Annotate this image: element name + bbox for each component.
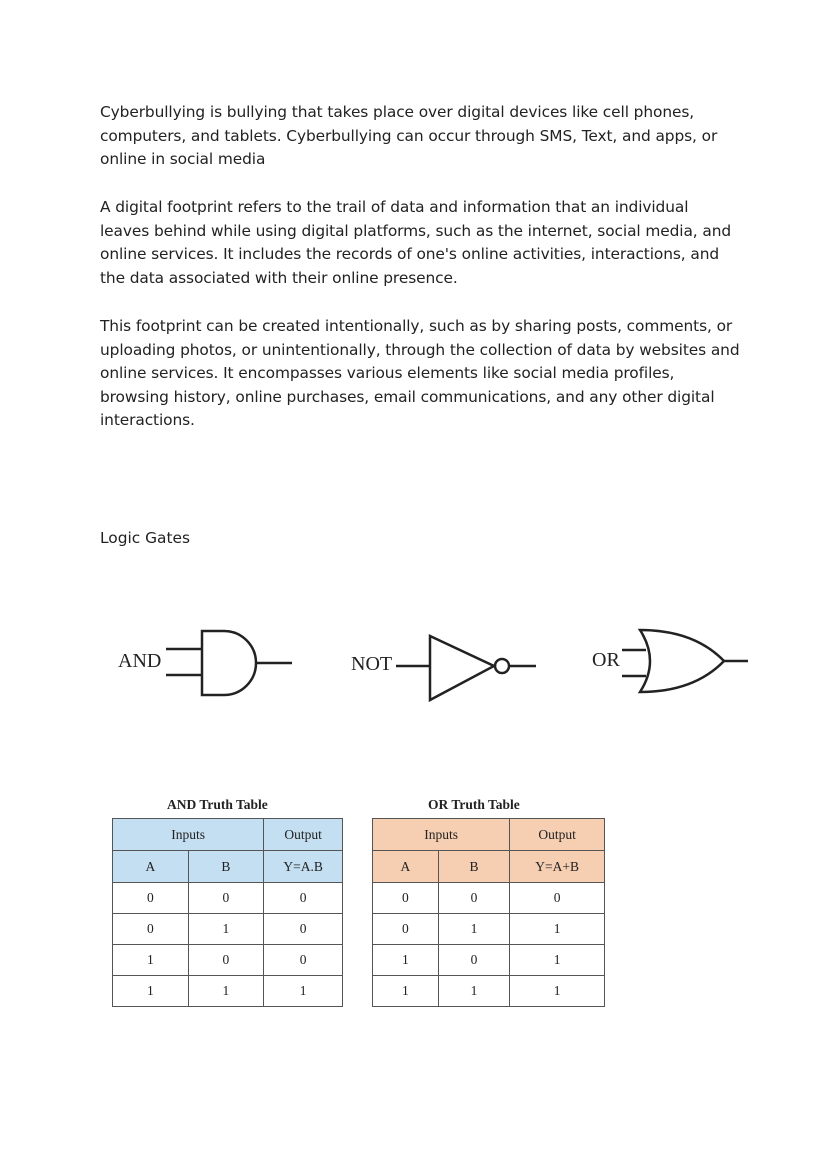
table-row (113, 976, 343, 1007)
and-gate-icon (166, 623, 296, 703)
and-output-header: Output (264, 819, 343, 851)
digital-footprint-prefix: A (100, 198, 116, 216)
table-cell: 0 (438, 945, 510, 976)
table-cell: 0 (373, 883, 439, 914)
table-row (373, 914, 605, 945)
table-cell: 1 (510, 945, 605, 976)
and-inputs-header: Inputs (113, 819, 264, 851)
or-col-a-header: A (373, 851, 439, 883)
and-column-header-row (113, 851, 343, 883)
table-cell: 1 (438, 976, 510, 1007)
footprint-creation-paragraph: This footprint can be created intentionally, such as by sharing posts, comments, or uploading photos, or unintentionally, through the collection of data by websites and online services. It encompasses various elements like social media profiles, browsing history, online purchases, email communications, and any other digital interactions. (100, 317, 740, 430)
table-row (373, 883, 605, 914)
table-cell: 1 (510, 914, 605, 945)
cyberbullying-term: Cyberbullying (100, 103, 206, 121)
table-cell: 1 (438, 914, 510, 945)
table-cell: 1 (510, 976, 605, 1007)
table-cell: 1 (113, 976, 189, 1007)
or-col-b-header: B (438, 851, 510, 883)
table-cell: 0 (264, 945, 343, 976)
table-row (113, 883, 343, 914)
table-cell: 1 (113, 945, 189, 976)
table-row (373, 976, 605, 1007)
or-gate-label: OR (592, 649, 620, 671)
not-gate-icon (396, 626, 546, 706)
table-row (113, 914, 343, 945)
table-cell: 1 (188, 976, 264, 1007)
cyberbullying-paragraph (100, 101, 740, 172)
digital-footprint-text: refers to the trail of data and information that an individual leaves behind while using digital platforms, such as the internet, social media, and online services. It includes the records of one's online activities, interactions, and the data associated with their online presence. (100, 198, 732, 287)
logic-gates-heading: Logic Gates (100, 529, 190, 547)
table-cell: 0 (373, 914, 439, 945)
not-gate-label: NOT (351, 653, 393, 675)
table-cell: 1 (373, 945, 439, 976)
table-cell: 1 (264, 976, 343, 1007)
or-output-header: Output (510, 819, 605, 851)
table-cell: 1 (373, 976, 439, 1007)
table-row (373, 945, 605, 976)
and-gate-label: AND (118, 650, 162, 672)
table-cell: 0 (510, 883, 605, 914)
cyberbullying-text: is bullying that takes place over digital devices like cell phones, computers, and tablets. Cyberbullying can occur through SMS, Text, and apps, or online in social media (100, 103, 718, 169)
table-cell: 0 (188, 883, 264, 914)
and-col-b-header: B (188, 851, 264, 883)
and-col-y-header: Y=A.B (264, 851, 343, 883)
table-cell: 0 (438, 883, 510, 914)
table-cell: 0 (264, 883, 343, 914)
or-group-header-row (373, 819, 605, 851)
and-col-a-header: A (113, 851, 189, 883)
or-col-y-header: Y=A+B (510, 851, 605, 883)
table-cell: 0 (188, 945, 264, 976)
digital-footprint-term: digital footprint (115, 198, 233, 216)
or-column-header-row (373, 851, 605, 883)
and-truth-table (112, 818, 343, 1007)
and-group-header-row (113, 819, 343, 851)
or-gate-icon (622, 620, 750, 700)
table-cell: 0 (113, 914, 189, 945)
table-cell: 0 (113, 883, 189, 914)
or-truth-table-title: OR Truth Table (428, 797, 520, 812)
table-cell: 0 (264, 914, 343, 945)
or-inputs-header: Inputs (373, 819, 510, 851)
or-truth-table (372, 818, 605, 1007)
and-truth-table-title: AND Truth Table (167, 797, 268, 812)
digital-footprint-paragraph (100, 196, 740, 290)
table-row (113, 945, 343, 976)
table-cell: 1 (188, 914, 264, 945)
